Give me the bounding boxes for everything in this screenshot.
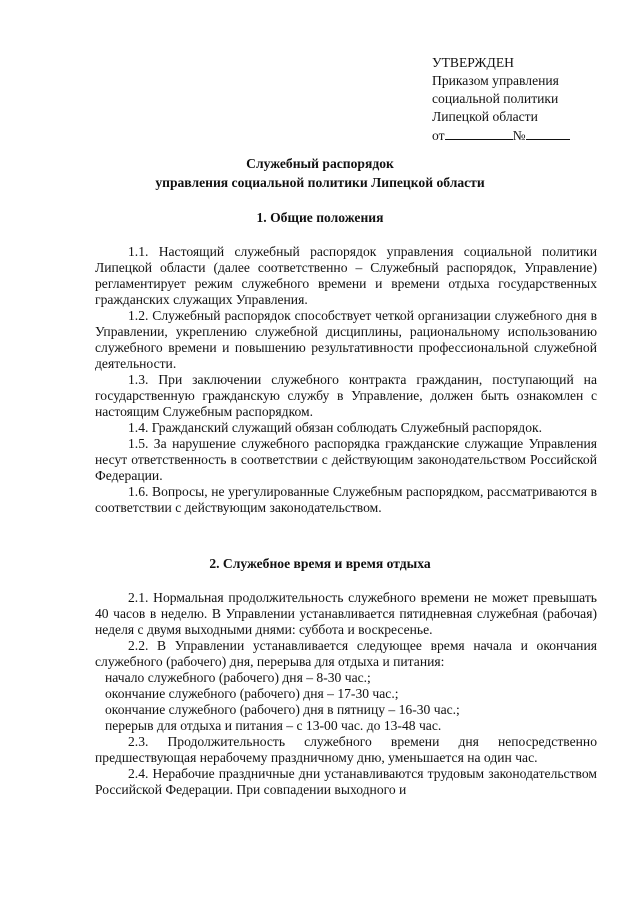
paragraph-1-4: 1.4. Гражданский служащий обязан соблюдать Служебный распорядок. [128, 420, 543, 435]
schedule-item: окончание служебного (рабочего) дня в пятницу – 16-30 час.; [105, 702, 460, 717]
approval-line-3: Липецкой области [432, 109, 538, 124]
approval-date-line [432, 126, 632, 145]
approval-date-prefix: от [432, 128, 445, 143]
section-1-body [95, 244, 597, 516]
paragraph-1-5: 1.5. За нарушение служебного распорядка гражданские служащие Управления несут ответственность в соответствии с действующим законодательством Российской Федерации. [95, 436, 597, 483]
paragraph-2-1: 2.1. Нормальная продолжительность служебного времени не может превышать 40 часов в неделю. В Управлении устанавливается пятидневная служебная (рабочая) неделя с двумя выходными днями: суббота и воскресенье. [95, 590, 597, 637]
approval-number-blank [526, 126, 570, 140]
section-1-heading: 1. Общие положения [256, 210, 384, 225]
approval-number-sign: № [512, 128, 526, 143]
schedule-item: окончание служебного (рабочего) дня – 17-30 час.; [105, 686, 399, 701]
section-2-body [95, 590, 597, 798]
approval-line-2: социальной политики [432, 91, 559, 106]
paragraph-1-3: 1.3. При заключении служебного контракта гражданин, поступающий на государственную гражданскую службу в Управление, должен быть ознакомлен с настоящим Служебным распорядком. [95, 372, 597, 419]
paragraph-1-2: 1.2. Служебный распорядок способствует четкой организации служебного дня в Управлении, укреплению служебной дисциплины, рациональному использованию служебного времени и повышению результативности профессиональной служебной деятельности. [95, 308, 597, 371]
paragraph-2-3: 2.3. Продолжительность служебного времени дня непосредственно предшествующая нерабочему праздничному дню, уменьшается на один час. [95, 734, 597, 765]
approval-date-blank [445, 126, 513, 140]
paragraph-1-1: 1.1. Настоящий служебный распорядок управления социальной политики Липецкой области (далее соответственно – Служебный распорядок, Управление) регламентирует режим служебного времени и времени отдыха государственных гражданских служащих Управления. [95, 244, 597, 307]
document-title-line-2: управления социальной политики Липецкой области [155, 175, 485, 190]
schedule-item: начало служебного (рабочего) дня – 8-30 час.; [105, 670, 371, 685]
document-title-line-1: Служебный распорядок [246, 156, 394, 171]
paragraph-2-4: 2.4. Нерабочие праздничные дни устанавливаются трудовым законодательством Российской Федерации. При совпадении выходного и [95, 766, 597, 797]
schedule-item: перерыв для отдыха и питания – с 13-00 час. до 13-48 час. [105, 718, 442, 733]
section-2-heading: 2. Служебное время и время отдыха [209, 556, 431, 571]
paragraph-1-6: 1.6. Вопросы, не урегулированные Служебным распорядком, рассматриваются в соответствии с действующим законодательством. [95, 484, 597, 515]
approval-stamp [432, 54, 632, 145]
paragraph-2-2: 2.2. В Управлении устанавливается следующее время начала и окончания служебного (рабочего) дня, перерыва для отдыха и питания: [95, 638, 597, 669]
approval-heading: УТВЕРЖДЕН [432, 55, 514, 70]
approval-line-1: Приказом управления [432, 73, 559, 88]
